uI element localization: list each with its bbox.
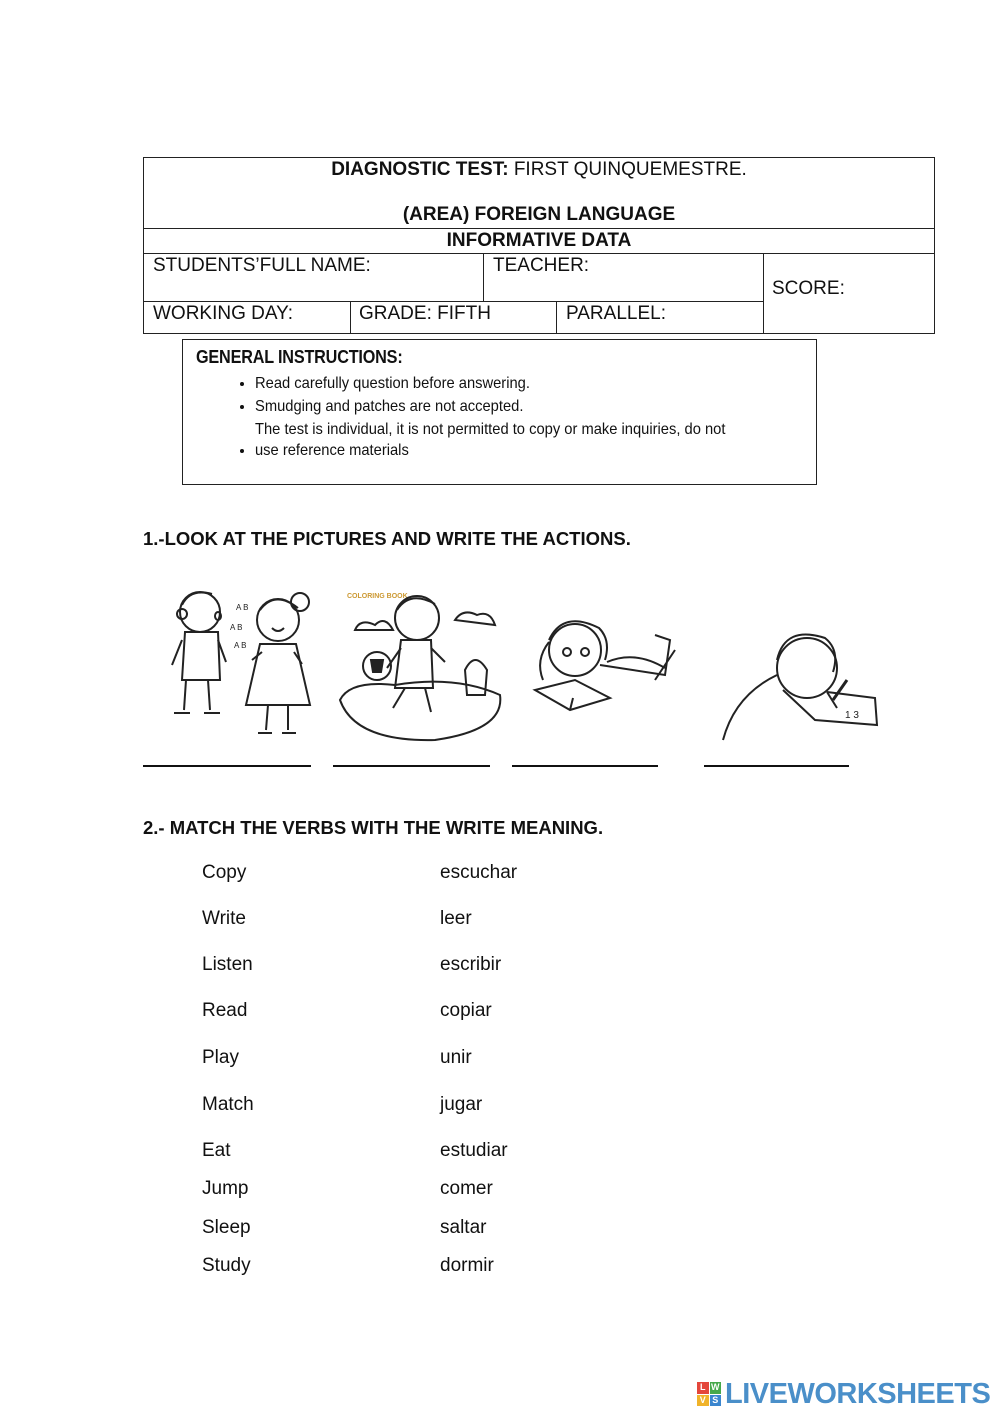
child-writing-picture [715, 580, 890, 750]
verb-item[interactable]: Jump [202, 1178, 249, 1199]
grade-label: GRADE: FIFTH [359, 303, 491, 324]
answer-blank-3[interactable] [512, 765, 658, 767]
section1-title: 1.-LOOK AT THE PICTURES AND WRITE THE ACTIONS. [143, 528, 631, 549]
meaning-item[interactable]: escribir [440, 954, 502, 975]
coloring-book-caption: COLORING BOOK [347, 593, 408, 600]
student-name-label: STUDENTS’FULL NAME: [153, 255, 371, 276]
instructions-list [217, 373, 795, 463]
instruction-item [255, 396, 795, 417]
badge-letter: S [710, 1395, 722, 1407]
meaning-item[interactable]: escuchar [440, 862, 518, 883]
header-table [143, 157, 935, 334]
svg-text:A B: A B [236, 603, 249, 612]
test-title-rest: FIRST QUINQUEMESTRE. [508, 159, 747, 180]
logo-badge-icon [697, 1382, 721, 1406]
instruction-text: Read carefully question before answering. [255, 375, 530, 392]
answer-blank-1[interactable] [143, 765, 311, 767]
test-title-bold: DIAGNOSTIC TEST: [331, 159, 509, 180]
answer-blank-2[interactable] [333, 765, 490, 767]
meaning-item[interactable]: saltar [440, 1217, 487, 1238]
meaning-item[interactable]: estudiar [440, 1140, 508, 1161]
informative-data-title: INFORMATIVE DATA [446, 230, 632, 251]
verb-item[interactable]: Match [202, 1094, 254, 1115]
working-day-label: WORKING DAY: [153, 303, 294, 324]
verb-item[interactable]: Copy [202, 862, 247, 883]
meaning-item[interactable]: jugar [440, 1094, 483, 1115]
verb-item[interactable]: Play [202, 1047, 239, 1068]
instruction-text: Smudging and patches are not accepted. [255, 398, 524, 415]
parallel-label: PARALLEL: [566, 303, 666, 324]
answer-blank-4[interactable] [704, 765, 849, 767]
svg-text:A B: A B [234, 641, 247, 650]
instruction-text: The test is individual, it is not permitted to copy or make inquiries, do not use reference materials [255, 421, 726, 459]
badge-letter: W [711, 1382, 720, 1392]
girl-reading-picture [515, 580, 690, 750]
section2-title: 2.- MATCH THE VERBS WITH THE WRITE MEANING. [143, 817, 604, 838]
meaning-item[interactable]: dormir [440, 1255, 494, 1276]
verb-item[interactable]: Write [202, 908, 246, 929]
meaning-item[interactable]: leer [440, 908, 472, 929]
verb-item[interactable]: Study [202, 1255, 251, 1276]
instruction-item [255, 373, 795, 394]
svg-text:A B: A B [230, 623, 243, 632]
boy-playing-soccer-picture [335, 580, 510, 750]
instructions-title: GENERAL INSTRUCTIONS: [196, 347, 403, 367]
badge-letter: L [697, 1382, 709, 1394]
instructions-box [182, 339, 817, 485]
area-title: (AREA) FOREIGN LANGUAGE [402, 204, 676, 225]
instruction-item [255, 419, 795, 461]
verb-item[interactable]: Listen [202, 954, 253, 975]
verb-item[interactable]: Sleep [202, 1217, 251, 1238]
verb-item[interactable]: Read [202, 1000, 248, 1021]
talking-children-picture [160, 580, 335, 750]
liveworksheets-logo [697, 1378, 990, 1410]
logo-text: LIVEWORKSHEETS [725, 1377, 991, 1410]
verb-item[interactable]: Eat [202, 1140, 231, 1161]
meaning-item[interactable]: unir [440, 1047, 472, 1068]
score-label: SCORE: [772, 278, 845, 299]
svg-text:1 3: 1 3 [845, 710, 859, 721]
teacher-label: TEACHER: [493, 255, 590, 276]
meaning-item[interactable]: comer [440, 1178, 493, 1199]
meaning-item[interactable]: copiar [440, 1000, 492, 1021]
badge-letter: V [697, 1395, 709, 1407]
test-title [144, 159, 934, 181]
